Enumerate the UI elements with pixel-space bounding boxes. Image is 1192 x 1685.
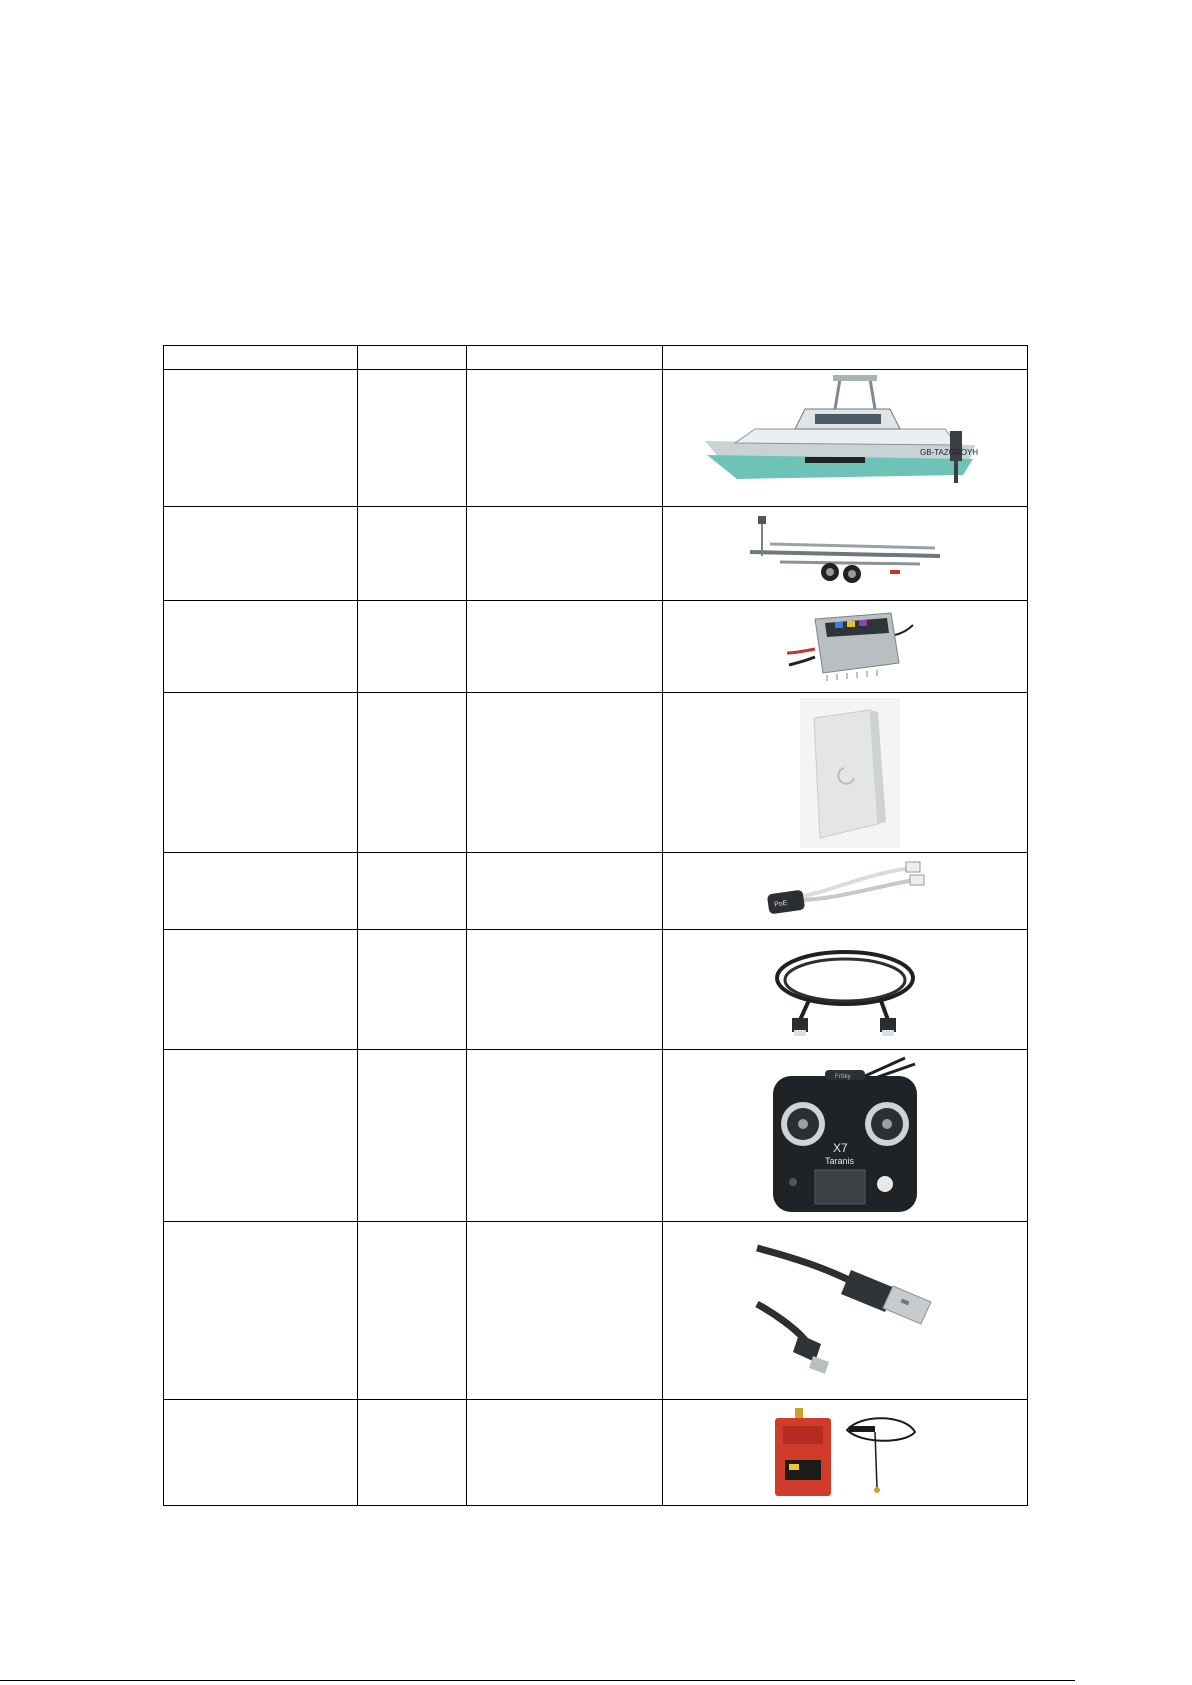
table-cell xyxy=(164,1222,358,1400)
table-cell xyxy=(467,853,662,930)
table-cell xyxy=(358,1222,467,1400)
table-row xyxy=(164,507,1028,601)
footer-rule xyxy=(0,1680,1075,1681)
table-cell xyxy=(467,601,662,693)
table-row xyxy=(164,693,1028,853)
image-cell xyxy=(662,1400,1027,1506)
table-row xyxy=(164,370,1028,507)
table-cell xyxy=(358,693,467,853)
battery-charger-icon xyxy=(775,605,915,689)
table-cell xyxy=(467,1400,662,1506)
table-row xyxy=(164,601,1028,693)
table-cell xyxy=(358,601,467,693)
boat-trailer-icon xyxy=(740,512,950,596)
table-cell xyxy=(467,693,662,853)
image-cell xyxy=(662,853,1027,930)
table-cell xyxy=(467,370,662,507)
wifi-antenna-icon xyxy=(780,698,910,848)
transmitter-brand: Taranis xyxy=(824,1155,854,1166)
transmitter-top-brand: FrSky xyxy=(834,1073,851,1080)
table-cell xyxy=(164,507,358,601)
table-cell xyxy=(467,507,662,601)
table-row xyxy=(164,1400,1028,1506)
table-row xyxy=(164,1050,1028,1222)
table-cell xyxy=(358,507,467,601)
header-cell xyxy=(467,346,662,370)
table-header-row xyxy=(164,346,1028,370)
table-cell xyxy=(358,853,467,930)
table-row xyxy=(164,853,1028,930)
table-cell xyxy=(164,693,358,853)
equipment-table xyxy=(163,345,1028,1506)
image-cell xyxy=(662,507,1027,601)
poe-injector-cable-icon xyxy=(760,858,930,924)
table-cell xyxy=(164,1400,358,1506)
table-cell xyxy=(358,370,467,507)
table-row xyxy=(164,930,1028,1050)
header-cell xyxy=(358,346,467,370)
table-cell xyxy=(164,853,358,930)
image-cell xyxy=(662,693,1027,853)
table-cell xyxy=(467,930,662,1050)
rf-module-antenna-icon xyxy=(765,1408,925,1498)
table-cell xyxy=(164,370,358,507)
poe-label: PoE xyxy=(773,899,788,909)
header-cell xyxy=(662,346,1027,370)
usb-cable-icon xyxy=(755,1228,935,1394)
boat-hull-text: GB-TAZGROYH xyxy=(919,448,978,457)
table-cell xyxy=(164,1050,358,1222)
image-cell xyxy=(662,930,1027,1050)
table-row xyxy=(164,1222,1028,1400)
image-cell xyxy=(662,1222,1027,1400)
table-cell xyxy=(467,1222,662,1400)
image-cell xyxy=(662,601,1027,693)
table-cell xyxy=(358,930,467,1050)
table-cell xyxy=(467,1050,662,1222)
header-cell xyxy=(164,346,358,370)
transmitter-model: X7 xyxy=(832,1140,848,1155)
table-cell xyxy=(358,1050,467,1222)
image-cell xyxy=(662,1050,1027,1222)
table-cell xyxy=(164,601,358,693)
ethernet-cable-icon xyxy=(770,940,920,1040)
table-cell xyxy=(358,1400,467,1506)
table-cell xyxy=(164,930,358,1050)
radio-transmitter-icon xyxy=(765,1054,925,1218)
image-cell xyxy=(662,370,1027,507)
boat-icon xyxy=(695,373,995,503)
